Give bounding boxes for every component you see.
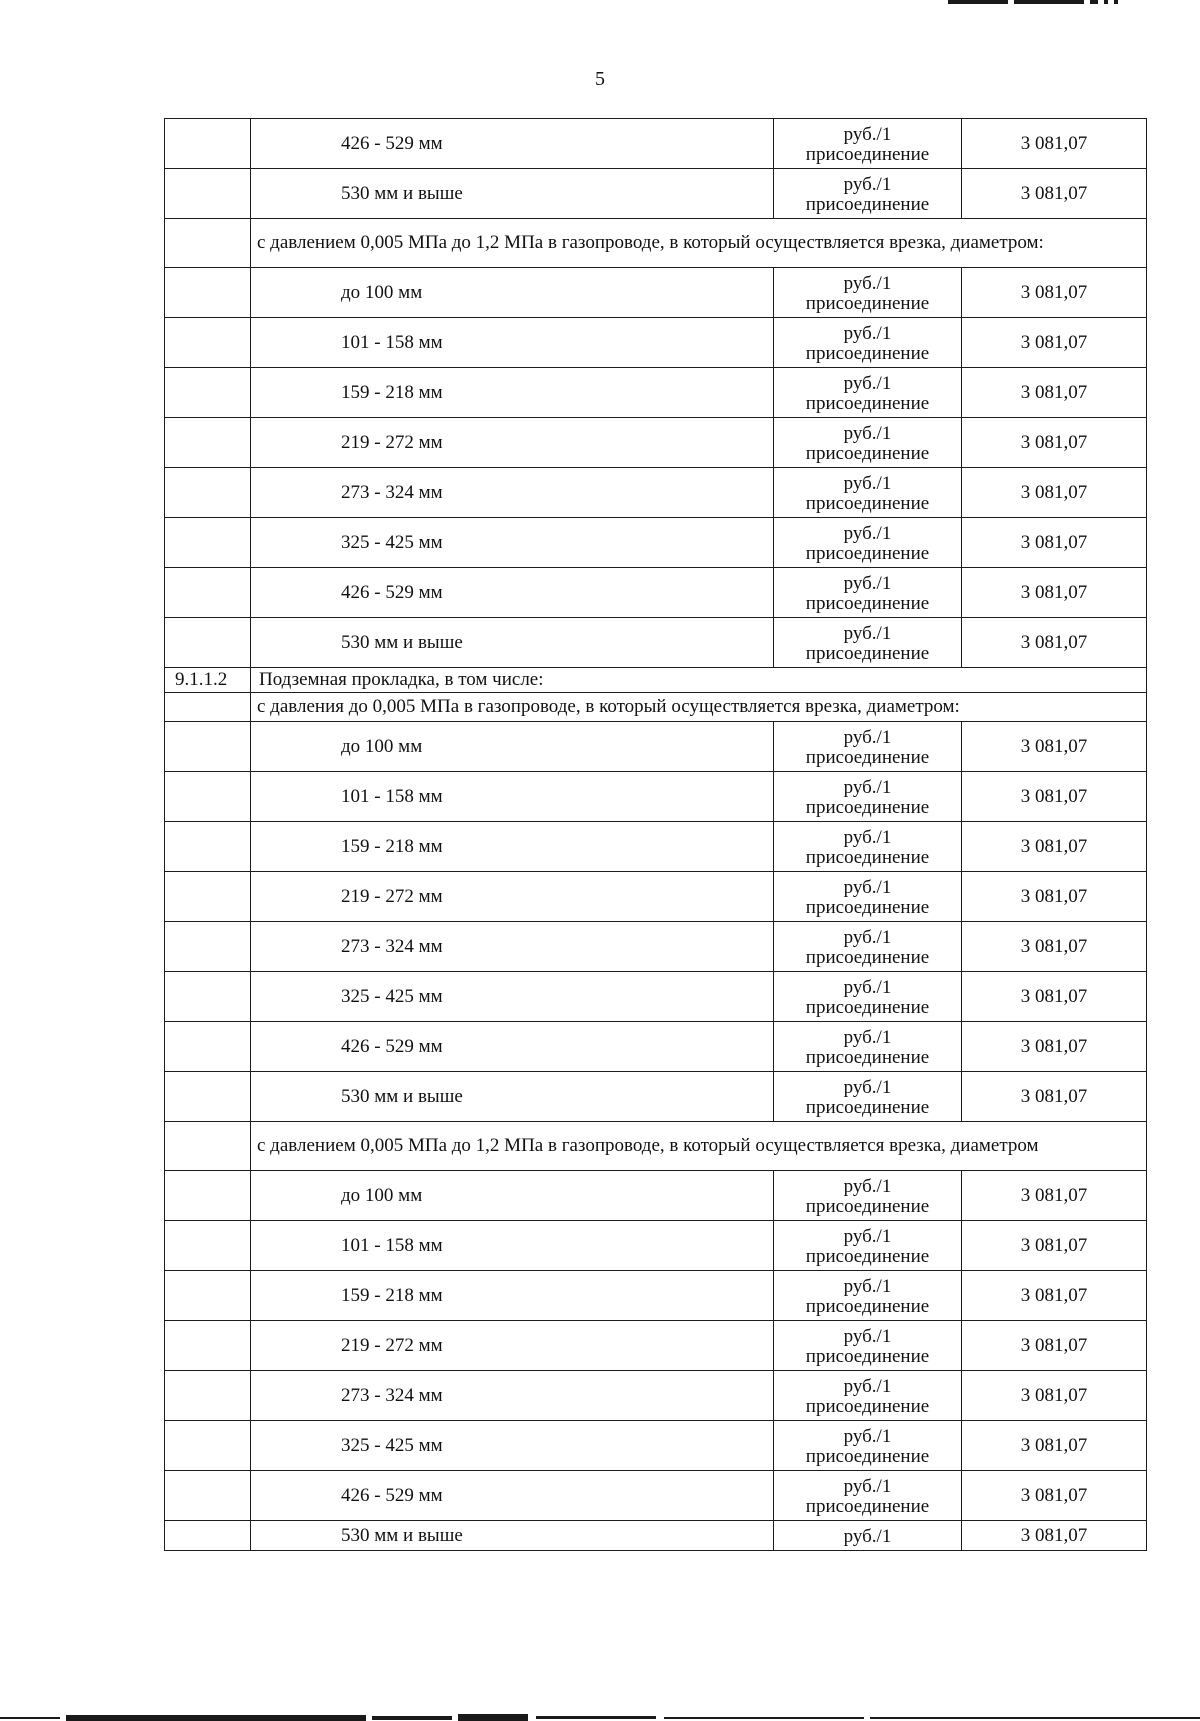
unit-line2: присоединение [805, 796, 930, 818]
unit-line2: присоединение [805, 542, 930, 564]
diameter-label: до 100 мм [341, 281, 423, 303]
unit-cell [774, 468, 962, 518]
price-cell: 3 081,07 [962, 822, 1147, 872]
tariff-table [164, 118, 1147, 1551]
diameter-label: 325 - 425 мм [341, 1434, 443, 1456]
price-cell: 3 081,07 [962, 318, 1147, 368]
table-row [165, 1321, 1147, 1371]
price-cell: 3 081,07 [962, 119, 1147, 169]
row-number-cell [165, 1471, 251, 1521]
price-cell: 3 081,07 [962, 1171, 1147, 1221]
unit-cell [774, 318, 962, 368]
diameter-label: 219 - 272 мм [341, 885, 443, 907]
row-number-cell [165, 618, 251, 668]
diameter-label: 530 мм и выше [341, 631, 463, 653]
diameter-cell [251, 1321, 774, 1371]
row-number-cell [165, 1171, 251, 1221]
unit-line2: присоединение [805, 1395, 930, 1417]
table-row [165, 872, 1147, 922]
unit-line2: присоединение [805, 1245, 930, 1267]
row-number-cell [165, 418, 251, 468]
unit-line1: руб./1 [843, 1425, 892, 1447]
scan-artifact-bottom [0, 1711, 1200, 1721]
diameter-label: 325 - 425 мм [341, 985, 443, 1007]
table-row [165, 119, 1147, 169]
row-number-cell [165, 1371, 251, 1421]
unit-line1: руб./1 [843, 1275, 892, 1297]
group-heading-row [165, 219, 1147, 268]
price-cell: 3 081,07 [962, 1521, 1147, 1551]
unit-line1: руб./1 [843, 926, 892, 948]
unit-cell [774, 772, 962, 822]
table-row [165, 1221, 1147, 1271]
row-number-cell [165, 1022, 251, 1072]
row-number-cell [165, 568, 251, 618]
price-cell: 3 081,07 [962, 518, 1147, 568]
unit-cell [774, 1072, 962, 1122]
diameter-cell [251, 972, 774, 1022]
diameter-cell [251, 1421, 774, 1471]
price-cell: 3 081,07 [962, 1421, 1147, 1471]
diameter-cell [251, 772, 774, 822]
diameter-label: до 100 мм [341, 735, 423, 757]
scan-artifact-top [948, 0, 1138, 5]
diameter-cell [251, 1271, 774, 1321]
unit-line1: руб./1 [843, 472, 892, 494]
diameter-cell [251, 468, 774, 518]
diameter-cell [251, 1072, 774, 1122]
section-row [165, 668, 1147, 693]
price-cell: 3 081,07 [962, 1271, 1147, 1321]
unit-cell [774, 1371, 962, 1421]
unit-line1: руб./1 [843, 976, 892, 998]
diameter-label: 530 мм и выше [341, 182, 463, 204]
unit-line2: присоединение [805, 1046, 930, 1068]
unit-cell [774, 169, 962, 219]
table-row [165, 1022, 1147, 1072]
section-number: 9.1.1.2 [165, 668, 251, 693]
diameter-label: 426 - 529 мм [341, 1035, 443, 1057]
price-cell: 3 081,07 [962, 169, 1147, 219]
unit-line1: руб./1 [843, 372, 892, 394]
price-cell: 3 081,07 [962, 872, 1147, 922]
diameter-label: 426 - 529 мм [341, 132, 443, 154]
table-row [165, 518, 1147, 568]
diameter-cell [251, 268, 774, 318]
table-row [165, 318, 1147, 368]
diameter-label: до 100 мм [341, 1184, 423, 1206]
unit-line2: присоединение [805, 642, 930, 664]
table-row [165, 822, 1147, 872]
unit-line1: руб./1 [843, 622, 892, 644]
table-row [165, 1471, 1147, 1521]
unit-line1: руб./1 [843, 826, 892, 848]
price-cell: 3 081,07 [962, 418, 1147, 468]
unit-line2: присоединение [805, 1345, 930, 1367]
price-cell: 3 081,07 [962, 922, 1147, 972]
diameter-label: 101 - 158 мм [341, 785, 443, 807]
unit-cell [774, 822, 962, 872]
unit-cell [774, 1321, 962, 1371]
group-heading-text: с давления до 0,005 МПа в газопроводе, в который осуществляется врезка, диаметром: [251, 693, 1147, 722]
row-number-cell [165, 1221, 251, 1271]
table-row [165, 772, 1147, 822]
diameter-label: 325 - 425 мм [341, 531, 443, 553]
unit-line1: руб./1 [843, 876, 892, 898]
unit-line2: присоединение [805, 392, 930, 414]
unit-cell [774, 568, 962, 618]
unit-line2: присоединение [805, 846, 930, 868]
row-number-cell [165, 368, 251, 418]
unit-line1: руб./1 [843, 1475, 892, 1497]
diameter-cell [251, 822, 774, 872]
price-cell: 3 081,07 [962, 268, 1147, 318]
row-number-cell [165, 268, 251, 318]
unit-line1: руб./1 [843, 123, 892, 145]
unit-cell [774, 418, 962, 468]
unit-line2: присоединение [805, 1445, 930, 1467]
unit-cell [774, 518, 962, 568]
group-heading-text: с давлением 0,005 МПа до 1,2 МПа в газопроводе, в который осуществляется врезка, диаметром [251, 1122, 1147, 1171]
tariff-table-body [165, 119, 1147, 1551]
unit-line2: присоединение [805, 1195, 930, 1217]
unit-cell [774, 722, 962, 772]
diameter-cell [251, 368, 774, 418]
diameter-label: 159 - 218 мм [341, 835, 443, 857]
unit-cell [774, 1421, 962, 1471]
table-row [165, 268, 1147, 318]
row-number-cell [165, 1271, 251, 1321]
unit-line2: присоединение [805, 592, 930, 614]
table-row [165, 468, 1147, 518]
unit-cell [774, 1471, 962, 1521]
section-title: Подземная прокладка, в том числе: [251, 668, 1147, 693]
row-number-cell [165, 822, 251, 872]
diameter-label: 273 - 324 мм [341, 935, 443, 957]
table-row [165, 1271, 1147, 1321]
table-row [165, 972, 1147, 1022]
unit-cell [774, 1171, 962, 1221]
unit-line2: присоединение [805, 746, 930, 768]
diameter-label: 530 мм и выше [341, 1085, 463, 1107]
unit-cell [774, 972, 962, 1022]
row-number-cell [165, 1072, 251, 1122]
row-number-cell [165, 872, 251, 922]
unit-cell [774, 1221, 962, 1271]
row-number-cell [165, 722, 251, 772]
unit-line1: руб./1 [843, 776, 892, 798]
row-number-cell [165, 119, 251, 169]
diameter-label: 159 - 218 мм [341, 381, 443, 403]
unit-line2: присоединение [805, 193, 930, 215]
row-number-cell [165, 1122, 251, 1171]
row-number-cell [165, 772, 251, 822]
diameter-cell [251, 418, 774, 468]
unit-line1: руб./1 [843, 422, 892, 444]
row-number-cell [165, 219, 251, 268]
unit-line2: присоединение [805, 442, 930, 464]
unit-line2: присоединение [805, 1096, 930, 1118]
unit-line1: руб./1 [843, 1026, 892, 1048]
row-number-cell [165, 922, 251, 972]
diameter-cell [251, 318, 774, 368]
price-cell: 3 081,07 [962, 568, 1147, 618]
unit-cell [774, 1521, 962, 1551]
unit-line2: присоединение [805, 292, 930, 314]
row-number-cell [165, 693, 251, 722]
unit-line1: руб./1 [843, 572, 892, 594]
diameter-label: 101 - 158 мм [341, 331, 443, 353]
group-heading-row [165, 1122, 1147, 1171]
diameter-label: 101 - 158 мм [341, 1234, 443, 1256]
diameter-cell [251, 568, 774, 618]
unit-line2: присоединение [805, 492, 930, 514]
table-row [165, 1421, 1147, 1471]
price-cell: 3 081,07 [962, 972, 1147, 1022]
table-row [165, 1521, 1147, 1551]
price-cell: 3 081,07 [962, 368, 1147, 418]
diameter-cell [251, 1471, 774, 1521]
unit-cell [774, 1271, 962, 1321]
diameter-cell [251, 119, 774, 169]
diameter-cell [251, 1022, 774, 1072]
diameter-cell [251, 618, 774, 668]
diameter-cell [251, 722, 774, 772]
diameter-cell [251, 1371, 774, 1421]
page-number: 5 [595, 68, 605, 90]
diameter-cell [251, 1221, 774, 1271]
unit-line2: присоединение [805, 996, 930, 1018]
unit-line1: руб./1 [843, 1325, 892, 1347]
table-row [165, 368, 1147, 418]
price-cell: 3 081,07 [962, 1471, 1147, 1521]
unit-line2: присоединение [805, 342, 930, 364]
unit-line1: руб./1 [843, 1375, 892, 1397]
unit-cell [774, 119, 962, 169]
diameter-label: 219 - 272 мм [341, 431, 443, 453]
price-cell: 3 081,07 [962, 468, 1147, 518]
unit-line1: руб./1 [843, 522, 892, 544]
group-heading-row [165, 693, 1147, 722]
row-number-cell [165, 468, 251, 518]
unit-line1: руб./1 [843, 1225, 892, 1247]
unit-line1: руб./1 [843, 272, 892, 294]
unit-cell [774, 268, 962, 318]
row-number-cell [165, 169, 251, 219]
unit-cell [774, 618, 962, 668]
diameter-cell [251, 922, 774, 972]
diameter-label: 426 - 529 мм [341, 581, 443, 603]
price-cell: 3 081,07 [962, 1221, 1147, 1271]
unit-line1: руб./1 [843, 173, 892, 195]
table-row [165, 1072, 1147, 1122]
diameter-cell [251, 872, 774, 922]
price-cell: 3 081,07 [962, 722, 1147, 772]
unit-line2: присоединение [805, 896, 930, 918]
unit-line1: руб./1 [843, 1175, 892, 1197]
unit-cell [774, 872, 962, 922]
table-row [165, 169, 1147, 219]
table-row [165, 618, 1147, 668]
price-cell: 3 081,07 [962, 1022, 1147, 1072]
diameter-cell [251, 169, 774, 219]
diameter-cell [251, 1521, 774, 1551]
unit-line2: присоединение [805, 143, 930, 165]
unit-cell [774, 922, 962, 972]
table-row [165, 1371, 1147, 1421]
diameter-cell [251, 518, 774, 568]
group-heading-text: с давлением 0,005 МПа до 1,2 МПа в газопроводе, в который осуществляется врезка, диаметром: [251, 219, 1147, 268]
diameter-label: 219 - 272 мм [341, 1334, 443, 1356]
table-row [165, 1171, 1147, 1221]
price-cell: 3 081,07 [962, 1072, 1147, 1122]
unit-line2: присоединение [805, 946, 930, 968]
unit-cell [774, 368, 962, 418]
diameter-label: 273 - 324 мм [341, 481, 443, 503]
row-number-cell [165, 1321, 251, 1371]
diameter-label: 530 мм и выше [341, 1524, 463, 1546]
unit-line1: руб./1 [843, 726, 892, 748]
row-number-cell [165, 1521, 251, 1551]
row-number-cell [165, 972, 251, 1022]
unit-line1: руб./1 [843, 322, 892, 344]
row-number-cell [165, 518, 251, 568]
diameter-cell [251, 1171, 774, 1221]
row-number-cell [165, 318, 251, 368]
diameter-label: 159 - 218 мм [341, 1284, 443, 1306]
price-cell: 3 081,07 [962, 618, 1147, 668]
diameter-label: 273 - 324 мм [341, 1384, 443, 1406]
price-cell: 3 081,07 [962, 772, 1147, 822]
unit-line2: присоединение [805, 1495, 930, 1517]
table-row [165, 722, 1147, 772]
diameter-label: 426 - 529 мм [341, 1484, 443, 1506]
table-row [165, 568, 1147, 618]
unit-line1: руб./1 [843, 1525, 892, 1547]
unit-line1: руб./1 [843, 1076, 892, 1098]
table-row [165, 922, 1147, 972]
unit-line2: присоединение [805, 1295, 930, 1317]
row-number-cell [165, 1421, 251, 1471]
table-row [165, 418, 1147, 468]
price-cell: 3 081,07 [962, 1371, 1147, 1421]
price-cell: 3 081,07 [962, 1321, 1147, 1371]
unit-cell [774, 1022, 962, 1072]
